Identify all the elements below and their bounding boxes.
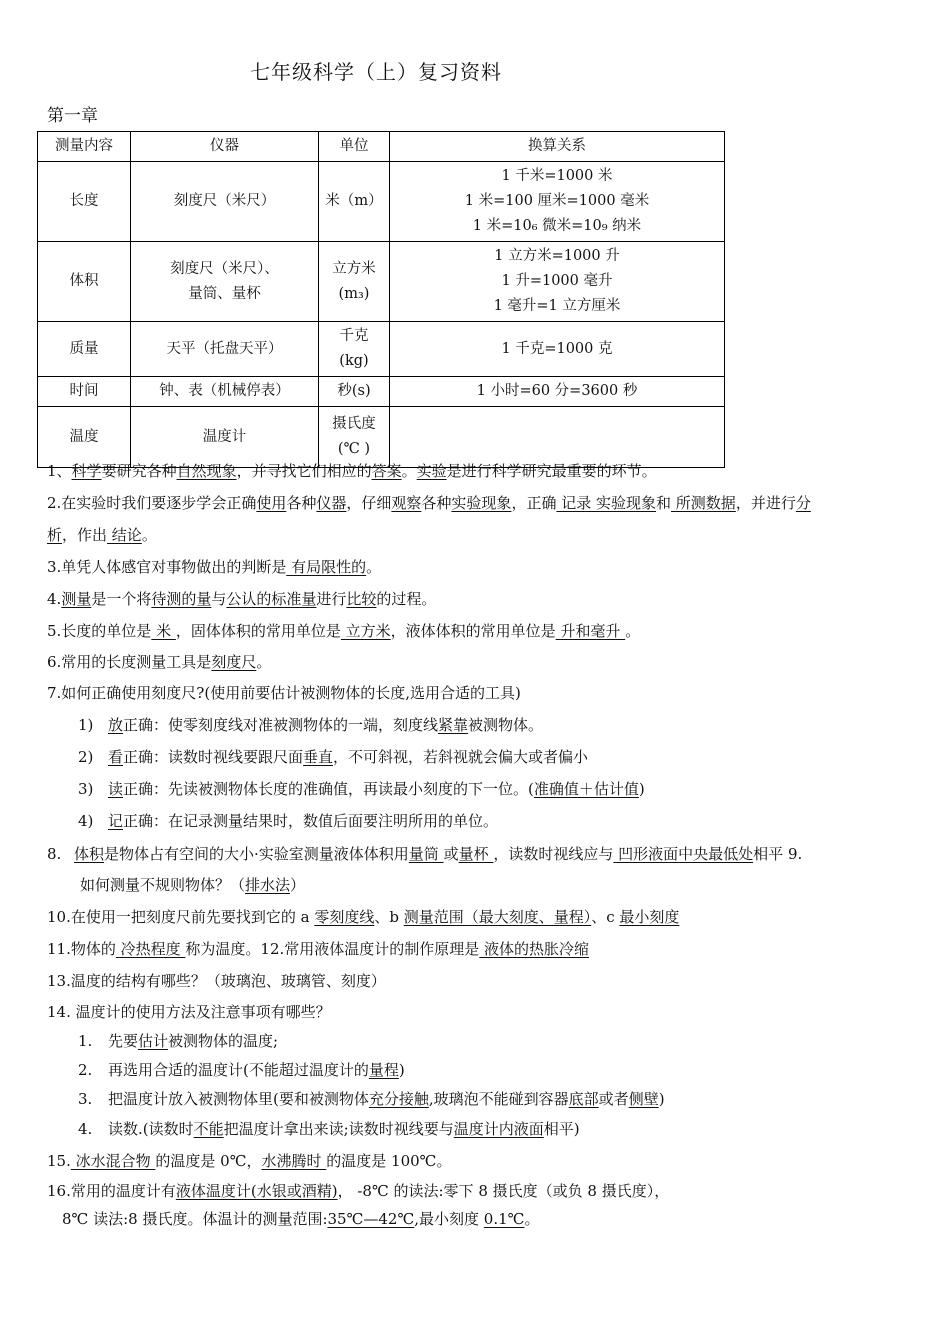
text: 先要 <box>108 1032 139 1050</box>
text: 要研究各种 <box>101 462 177 480</box>
answer-blank: 看 <box>108 748 124 766</box>
answer-blank: 刻度尺 <box>211 653 257 671</box>
text: 正确：先读被测物体长度的准确值，再读最小刻度的下一位。( <box>123 780 534 798</box>
text: 读数.(读数时 <box>108 1120 194 1138</box>
answer-blank: 读 <box>108 780 124 798</box>
chapter-heading: 第一章 <box>47 106 98 126</box>
table-cell: 米（m） <box>319 162 390 242</box>
table-header: 仪器 <box>131 132 319 162</box>
question-11 <box>47 938 589 960</box>
question-3 <box>47 556 381 578</box>
answer-blank: 紧靠 <box>438 716 469 734</box>
table-row <box>38 162 725 242</box>
text: 的温度是 100℃。 <box>326 1152 452 1170</box>
answer-blank: 水沸腾时 <box>261 1152 327 1170</box>
measurement-table <box>37 131 725 468</box>
text: 。 <box>256 653 272 671</box>
text: 6.常用的长度测量工具是 <box>47 653 212 671</box>
table-row <box>38 407 725 468</box>
table-cell <box>390 407 725 468</box>
text: 把温度计拿出来读;读数时视线要与 <box>223 1120 454 1138</box>
answer-blank: 温度计内液面 <box>453 1120 544 1138</box>
answer-blank: 底部 <box>568 1090 599 1108</box>
answer-blank: 科学 <box>71 462 102 480</box>
answer-blank: 观察 <box>391 494 422 512</box>
text: ) <box>398 1061 405 1079</box>
table-cell <box>319 242 390 322</box>
text: 11.物体的 <box>47 940 116 958</box>
table-cell: 天平（托盘天平） <box>131 322 319 377</box>
item-number: 2) <box>78 748 94 766</box>
text: 5.长度的单位是 <box>47 622 152 640</box>
page-title: 七年级科学（上）复习资料 <box>250 60 502 84</box>
text: ， -8℃ 的读法:零下 8 摄氏度（或负 8 摄氏度）， <box>337 1182 670 1200</box>
text: 和 <box>656 494 672 512</box>
answer-blank: 体积 <box>74 845 105 863</box>
text: ，正确 <box>511 494 557 512</box>
text: 8. <box>47 845 62 863</box>
text: 称为温度。12.常用液体温度计的制作原理是 <box>185 940 480 958</box>
item-number: 1. <box>78 1032 93 1050</box>
unit-line: (m₃) <box>338 285 370 302</box>
answer-blank: 比较 <box>346 590 377 608</box>
question-15 <box>47 1150 451 1172</box>
text: ，并寻找它们相应的 <box>236 462 372 480</box>
answer-blank: 0.1℃ <box>483 1210 525 1228</box>
answer-blank: 量杯 <box>458 845 494 863</box>
answer-blank: 不能 <box>193 1120 224 1138</box>
answer-blank: 分 <box>795 494 811 512</box>
q7-item <box>78 714 543 736</box>
table-row <box>38 242 725 322</box>
answer-blank: 35℃—42℃ <box>327 1210 415 1228</box>
question-2-cont <box>47 524 157 546</box>
text: ，不可斜视，若斜视就会偏大或者偏小 <box>333 748 589 766</box>
table-cell <box>319 407 390 468</box>
text: 各种 <box>421 494 452 512</box>
table-header: 单位 <box>319 132 390 162</box>
item-number: 4. <box>78 1120 93 1138</box>
text: 3.单凭人体感官对事物做出的判断是 <box>47 558 287 576</box>
text: 。 <box>401 462 417 480</box>
q7-item <box>78 746 588 768</box>
unit-line: 千克 <box>339 328 369 344</box>
q14-item <box>78 1118 580 1140</box>
answer-blank: 侧壁 <box>628 1090 659 1108</box>
answer-blank: 测量范围（最大刻度、量程） <box>403 908 592 926</box>
q7-item <box>78 810 498 832</box>
question-5 <box>47 620 640 642</box>
answer-blank: 自然现象 <box>176 462 237 480</box>
answer-blank: 冷热程度 <box>115 940 186 958</box>
answer-blank: 记录 <box>556 494 596 512</box>
text: 相平) <box>543 1120 580 1138</box>
question-14: 14. 温度计的使用方法及注意事项有哪些？ <box>47 1003 331 1021</box>
text: 与 <box>211 590 227 608</box>
text: 的过程。 <box>376 590 437 608</box>
answer-blank: 量程 <box>368 1061 399 1079</box>
table-cell <box>390 242 725 322</box>
table-header-row <box>38 132 725 162</box>
text: 或者 <box>598 1090 629 1108</box>
table-cell <box>131 242 319 322</box>
text: ,最小刻度 <box>414 1210 484 1228</box>
answer-blank: 析 <box>47 526 63 544</box>
text: 是物体占有空间的大小·实验室测量液体体积用 <box>104 845 409 863</box>
text: ，仔细 <box>346 494 392 512</box>
answer-blank: 使用 <box>256 494 287 512</box>
question-9 <box>80 874 305 896</box>
text: ，液体体积的常用单位是 <box>390 622 556 640</box>
text: 进行 <box>316 590 347 608</box>
answer-blank: 升和毫升 <box>555 622 626 640</box>
text: ,玻璃泡不能碰到容器 <box>428 1090 569 1108</box>
text: 被测物体的温度; <box>168 1032 279 1050</box>
table-header: 测量内容 <box>38 132 131 162</box>
table-header: 换算关系 <box>390 132 725 162</box>
text: 是一个将 <box>91 590 152 608</box>
item-number: 1) <box>78 716 94 734</box>
text: 8℃ 读法:8 摄氏度。体温计的测量范围: <box>62 1210 328 1228</box>
table-cell: 钟、表（机械停表） <box>131 377 319 407</box>
answer-blank: 放 <box>108 716 124 734</box>
tool-line: 量筒、量杯 <box>188 285 261 302</box>
item-number: 3) <box>78 780 94 798</box>
question-6 <box>47 651 271 673</box>
answer-blank: 实验 <box>416 462 447 480</box>
answer-blank: 有局限性的 <box>286 558 367 576</box>
answer-blank: 实验现象 <box>451 494 512 512</box>
answer-blank: 液体的热胀冷缩 <box>479 940 590 958</box>
text: ，并进行 <box>735 494 796 512</box>
text: 1、 <box>47 462 72 480</box>
table-cell: 1 小时=60 分=3600 秒 <box>390 377 725 407</box>
answer-blank: 立方米 <box>340 622 391 640</box>
question-4 <box>47 588 436 610</box>
answer-blank: 测量 <box>61 590 92 608</box>
text: 。 <box>524 1210 540 1228</box>
unit-line: 立方米 <box>332 260 376 277</box>
table-cell: 1 千克=1000 克 <box>390 322 725 377</box>
q7-item <box>78 778 645 800</box>
answer-blank: 凹形液面中央最低处 <box>613 845 754 863</box>
table-cell: 温度 <box>38 407 131 468</box>
question-1 <box>47 460 657 482</box>
answer-blank: 仪器 <box>316 494 347 512</box>
text: 如何测量不规则物体？（ <box>80 876 246 894</box>
answer-blank: 实验现象 <box>596 494 657 512</box>
q14-item <box>78 1030 278 1052</box>
question-10 <box>47 906 679 928</box>
text: ，读数时视线应与 <box>493 845 614 863</box>
text: 被测物体。 <box>468 716 544 734</box>
text: 或 <box>443 845 459 863</box>
answer-blank: 所测数据 <box>671 494 736 512</box>
text: 把温度计放入被测物体里(要和被测物体 <box>108 1090 369 1108</box>
text: ) <box>658 1090 665 1108</box>
answer-blank: 液体温度计(水银或酒精) <box>175 1182 338 1200</box>
table-cell: 长度 <box>38 162 131 242</box>
q14-item <box>78 1088 665 1110</box>
answer-blank: 冰水混合物 <box>70 1152 156 1170</box>
table-cell: 秒(s) <box>319 377 390 407</box>
conversion-line: 1 毫升=1 立方厘米 <box>493 298 621 314</box>
item-number: 3. <box>78 1090 93 1108</box>
text: ） <box>290 876 306 894</box>
text: 4. <box>47 590 62 608</box>
conversion-line: 1 米=100 厘米=1000 毫米 <box>464 193 650 209</box>
text: 各种 <box>286 494 317 512</box>
unit-line: (kg) <box>339 353 369 369</box>
text: 正确：使零刻度线对准被测物体的一端，刻度线 <box>123 716 439 734</box>
question-13: 13.温度的结构有哪些？（玻璃泡、玻璃管、刻度） <box>47 972 386 990</box>
answer-blank: 零刻度线 <box>314 908 375 926</box>
answer-blank: 估计 <box>138 1032 169 1050</box>
text: ，固体体积的常用单位是 <box>175 622 341 640</box>
answer-blank: 准确值＋估计值 <box>533 780 639 798</box>
text: 。 <box>141 526 157 544</box>
question-7: 7.如何正确使用刻度尺?(使用前要估计被测物体的长度,选用合适的工具) <box>47 684 521 702</box>
text: 2.在实验时我们要逐步学会正确 <box>47 494 257 512</box>
question-16-cont <box>62 1208 539 1230</box>
unit-line: 摄氏度 <box>332 416 376 432</box>
text: 。 <box>625 622 641 640</box>
answer-blank: 结论 <box>107 526 142 544</box>
text: 。 <box>366 558 382 576</box>
text: 再选用合适的温度计(不能超过温度计的 <box>108 1061 369 1079</box>
conversion-line: 1 立方米=1000 升 <box>494 248 620 264</box>
question-2 <box>47 492 811 514</box>
answer-blank: 排水法 <box>245 876 291 894</box>
text: 是进行科学研究最重要的环节。 <box>446 462 657 480</box>
table-cell: 时间 <box>38 377 131 407</box>
item-number: 4) <box>78 812 94 830</box>
answer-blank: 量筒 <box>408 845 444 863</box>
conversion-line: 1 米=10₆ 微米=10₉ 纳米 <box>472 218 642 234</box>
text: 正确：在记录测量结果时，数值后面要注明所用的单位。 <box>123 812 499 830</box>
answer-blank: 米 <box>151 622 176 640</box>
item-number: 2. <box>78 1061 93 1079</box>
text: 、b <box>374 908 404 926</box>
answer-blank: 最小刻度 <box>619 908 680 926</box>
table-cell: 温度计 <box>131 407 319 468</box>
table-cell: 质量 <box>38 322 131 377</box>
text: 16.常用的温度计有 <box>47 1182 176 1200</box>
text: 相平 9. <box>753 845 803 863</box>
conversion-line: 1 升=1000 毫升 <box>501 273 613 289</box>
answer-blank: 记 <box>108 812 124 830</box>
table-cell: 刻度尺（米尺） <box>131 162 319 242</box>
text: 、c <box>591 908 620 926</box>
table-cell <box>319 322 390 377</box>
tool-line: 刻度尺（米尺）、 <box>170 260 279 277</box>
text: 的温度是 0℃， <box>155 1152 262 1170</box>
answer-blank: 待测的量 <box>151 590 212 608</box>
table-cell <box>390 162 725 242</box>
question-16 <box>47 1180 669 1202</box>
text: 10.在使用一把刻度尺前先要找到它的 a <box>47 908 315 926</box>
unit-line: (℃ ) <box>337 441 371 457</box>
question-8 <box>47 843 802 865</box>
answer-blank: 垂直 <box>303 748 334 766</box>
table-cell: 体积 <box>38 242 131 322</box>
table-row <box>38 322 725 377</box>
text: ) <box>638 780 645 798</box>
text: 15. <box>47 1152 71 1170</box>
answer-blank: 答案 <box>371 462 402 480</box>
text: 正确：读数时视线要跟尺面 <box>123 748 304 766</box>
answer-blank: 充分接触 <box>368 1090 429 1108</box>
text: ，作出 <box>62 526 108 544</box>
q14-item <box>78 1059 405 1081</box>
table-row <box>38 377 725 407</box>
conversion-line: 1 千米=1000 米 <box>501 168 613 184</box>
answer-blank: 公认的标准量 <box>226 590 317 608</box>
